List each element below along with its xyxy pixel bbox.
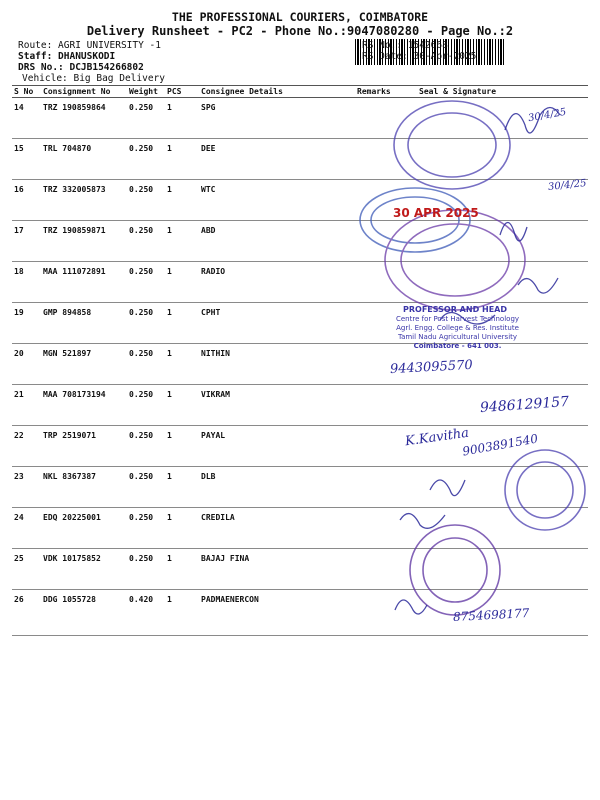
cell-pcs: 1 — [165, 221, 199, 262]
cell-remarks — [355, 139, 394, 180]
stamp-date: 30 APR 2025 — [393, 206, 479, 220]
cell-weight: 0.250 — [127, 344, 165, 385]
vehicle-label: Vehicle: Big Bag Delivery — [22, 73, 165, 84]
company-title: THE PROFESSIONAL COURIERS, COIMBATORE — [171, 10, 429, 24]
cell-remarks — [355, 385, 394, 426]
table-row — [12, 262, 588, 303]
cell-weight: 0.250 — [127, 508, 165, 549]
table-row — [12, 508, 588, 549]
cell-remarks — [355, 98, 394, 139]
cell-remarks — [355, 221, 394, 262]
cell-consignee: SPG — [199, 98, 355, 139]
cell-remarks — [355, 262, 394, 303]
cell-pcs: 1 — [165, 139, 199, 180]
cell-consignment: VDK 10175852 — [41, 549, 127, 590]
cell-weight: 0.250 — [127, 303, 165, 344]
cell-consignee: WTC — [199, 180, 355, 221]
header-seal: Seal & Signature — [394, 86, 588, 98]
cell-sno: 16 — [12, 180, 41, 221]
cell-remarks — [355, 549, 394, 590]
table-header-row — [12, 86, 588, 98]
cell-weight: 0.250 — [127, 98, 165, 139]
header-pcs: PCS — [165, 86, 199, 98]
cell-seal — [394, 508, 588, 549]
cell-weight: 0.420 — [127, 590, 165, 636]
cell-consignee: RADIO — [199, 262, 355, 303]
cell-consignee: BAJAJ FINA — [199, 549, 355, 590]
table-row — [12, 221, 588, 262]
header-weight: Weight — [127, 86, 165, 98]
cell-seal — [394, 221, 588, 262]
route-label: Route: AGRI UNIVERSITY -1 — [18, 40, 161, 51]
table-row — [12, 139, 588, 180]
prof-stamp-line4: Tamil Nadu Agricultural University — [397, 333, 518, 341]
cell-consignment: GMP 894858 — [41, 303, 127, 344]
cell-consignment: TRP 2519071 — [41, 426, 127, 467]
cell-weight: 0.250 — [127, 426, 165, 467]
cell-weight: 0.250 — [127, 467, 165, 508]
cell-pcs: 1 — [165, 426, 199, 467]
cell-consignee: DLB — [199, 467, 355, 508]
cell-sno: 25 — [12, 549, 41, 590]
table-row — [12, 180, 588, 221]
cell-sno: 15 — [12, 139, 41, 180]
cell-weight: 0.250 — [127, 221, 165, 262]
cell-consignment: MGN 521897 — [41, 344, 127, 385]
cell-sno: 26 — [12, 590, 41, 636]
cell-seal — [394, 262, 588, 303]
cell-seal — [394, 139, 588, 180]
cell-seal — [394, 549, 588, 590]
cell-pcs: 1 — [165, 467, 199, 508]
cell-consignee: CPHT — [199, 303, 355, 344]
handwritten-phone-2: 9486129157 — [479, 393, 570, 417]
cell-sno: 18 — [12, 262, 41, 303]
cell-weight: 0.250 — [127, 549, 165, 590]
prof-stamp-line3: Agrl. Engg. College & Res. Institute — [396, 324, 519, 332]
cell-weight: 0.250 — [127, 385, 165, 426]
cell-consignee: DEE — [199, 139, 355, 180]
cell-remarks — [355, 467, 394, 508]
rs-date: RS Date: 30-Apr-2025 — [362, 51, 477, 62]
handwritten-name: K.Kavitha — [404, 425, 470, 450]
prof-stamp-line2: Centre for Post Harvest Technology — [395, 315, 520, 323]
cell-seal — [394, 467, 588, 508]
staff-label: Staff: DHANUSKODI — [18, 51, 116, 62]
header-consignee: Consignee Details — [199, 86, 355, 98]
handwritten-date-2: 30/4/25 — [547, 178, 588, 193]
cell-consignee: ABD — [199, 221, 355, 262]
header-consignment: Consignment No — [41, 86, 127, 98]
cell-consignment: DDG 1055728 — [41, 590, 127, 636]
cell-pcs: 1 — [165, 344, 199, 385]
handwritten-phone-4: 8754698177 — [452, 606, 530, 624]
prof-stamp-title: PROFESSOR AND HEAD — [403, 305, 507, 314]
handwritten-phone-3: 9003891540 — [461, 431, 539, 459]
cell-weight: 0.250 — [127, 262, 165, 303]
cell-sno: 24 — [12, 508, 41, 549]
header-sno: S No — [12, 86, 41, 98]
table-row — [12, 467, 588, 508]
cell-consignment: TRL 704870 — [41, 139, 127, 180]
table-row — [12, 549, 588, 590]
cell-consignment: EDQ 20225001 — [41, 508, 127, 549]
cell-consignee: PAYAL — [199, 426, 355, 467]
cell-sno: 19 — [12, 303, 41, 344]
cell-remarks — [355, 508, 394, 549]
header-remarks: Remarks — [355, 86, 394, 98]
cell-remarks — [355, 590, 394, 636]
cell-pcs: 1 — [165, 385, 199, 426]
cell-sno: 21 — [12, 385, 41, 426]
cell-sno: 17 — [12, 221, 41, 262]
rs-number: RS No.: 1542668 — [362, 40, 448, 51]
cell-remarks — [355, 180, 394, 221]
runsheet-subtitle: Delivery Runsheet - PC2 - Phone No.:9047080280 - Page No.:2 — [86, 24, 514, 38]
cell-sno: 14 — [12, 98, 41, 139]
cell-consignment: TRZ 332005873 — [41, 180, 127, 221]
cell-consignee: CREDILA — [199, 508, 355, 549]
handwritten-phone-1: 9443095570 — [389, 357, 474, 378]
cell-consignment: NKL 8367387 — [41, 467, 127, 508]
runsheet-table — [12, 85, 588, 636]
cell-pcs: 1 — [165, 549, 199, 590]
cell-weight: 0.250 — [127, 180, 165, 221]
cell-pcs: 1 — [165, 508, 199, 549]
cell-consignment: MAA 111072891 — [41, 262, 127, 303]
cell-consignee: NITHIN — [199, 344, 355, 385]
drs-number: DRS No.: DCJB154266802 — [18, 62, 144, 73]
prof-stamp-line5: Coimbatore - 641 003. — [413, 342, 502, 350]
cell-consignment: MAA 708173194 — [41, 385, 127, 426]
cell-pcs: 1 — [165, 303, 199, 344]
cell-weight: 0.250 — [127, 139, 165, 180]
cell-consignment: TRZ 190859871 — [41, 221, 127, 262]
table-row — [12, 98, 588, 139]
cell-sno: 23 — [12, 467, 41, 508]
cell-sno: 20 — [12, 344, 41, 385]
cell-pcs: 1 — [165, 180, 199, 221]
cell-consignee: PADMAENERCON — [199, 590, 355, 636]
handwritten-date-1: 30/4/25 — [527, 106, 568, 125]
cell-pcs: 1 — [165, 98, 199, 139]
cell-sno: 22 — [12, 426, 41, 467]
cell-remarks — [355, 426, 394, 467]
cell-pcs: 1 — [165, 590, 199, 636]
cell-consignment: TRZ 190859864 — [41, 98, 127, 139]
cell-consignee: VIKRAM — [199, 385, 355, 426]
cell-pcs: 1 — [165, 262, 199, 303]
